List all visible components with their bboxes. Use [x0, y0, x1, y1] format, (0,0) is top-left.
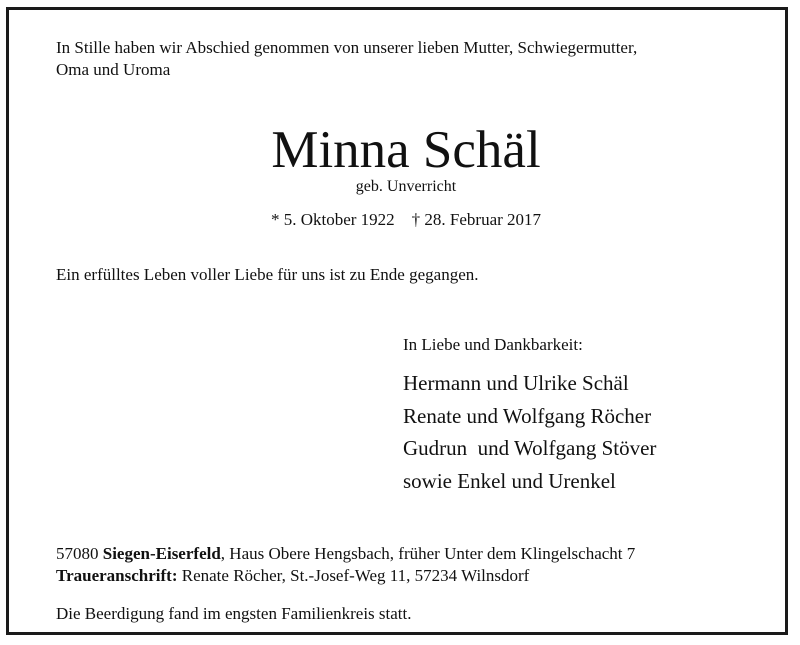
life-dates	[9, 209, 800, 231]
mourner-item: Renate und Wolfgang Röcher	[403, 403, 652, 428]
death-date: † 28. Februar 2017	[411, 210, 542, 229]
mourner-item: Hermann und Ulrike Schäl	[403, 371, 629, 395]
mourning-address-label: Traueranschrift:	[56, 566, 178, 585]
intro-text	[56, 37, 756, 81]
maiden-name: geb. Unverricht	[355, 178, 457, 195]
thanks-line: In Liebe und Dankbarkeit:	[403, 335, 583, 354]
address-details: , Haus Obere Hengsbach, früher Unter dem Klingelschacht 7	[220, 544, 636, 563]
intro-line-1: In Stille haben wir Abschied genommen von unserer lieben Mutter, Schwiegermutter,	[56, 38, 638, 57]
postal-code: 57080	[56, 544, 99, 563]
funeral-note: Die Beerdigung fand im engsten Familienkreis statt.	[56, 604, 412, 623]
intro-line-2: Oma und Uroma	[56, 60, 171, 79]
city-name: Siegen-Eiserfeld	[102, 544, 221, 563]
mourners-list	[403, 367, 656, 497]
mourner-item: sowie Enkel und Urenkel	[403, 468, 616, 493]
address-block	[56, 543, 635, 587]
obituary-notice	[6, 7, 788, 635]
mourner-item: Gudrun und Wolfgang Stöver	[403, 436, 657, 460]
deceased-name: Minna Schäl	[271, 121, 541, 179]
birth-date: * 5. Oktober 1922	[270, 210, 395, 229]
memorial-quote: Ein erfülltes Leben voller Liebe für uns ist zu Ende gegangen.	[56, 265, 479, 284]
mourning-address: Renate Röcher, St.-Josef-Weg 11, 57234 Wilnsdorf	[177, 566, 530, 585]
